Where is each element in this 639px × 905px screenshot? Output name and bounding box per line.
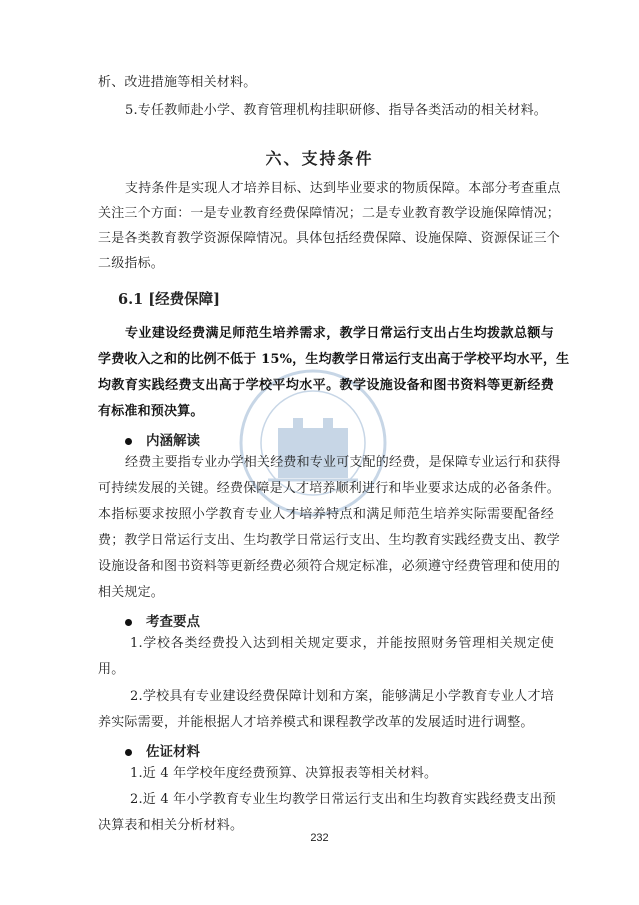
standard-line: 专业建设经费满足师范生培养需求，教学日常运行支出占生均拨款总额与	[125, 326, 554, 341]
text-line: 支持条件是实现人才培养目标、达到毕业要求的物质保障。本部分考查重点	[125, 181, 561, 196]
text-line: 1.近 4 年学校年度经费预算、决算报表等相关材料。	[130, 766, 438, 781]
text-line: 决算表和相关分析材料。	[98, 818, 244, 833]
text-line: 费；教学日常运行支出、生均教学日常运行支出、生均教育实践经费支出、教学	[98, 533, 561, 548]
text-line: 三是各类教育教学资源保障情况。具体包括经费保障、设施保障、资源保证三个	[98, 231, 561, 246]
text-line: 二级指标。	[98, 256, 165, 271]
text-line: 5.专任教师赴小学、教育管理机构挂职研修、指导各类活动的相关材料。	[125, 103, 548, 118]
page-number: 232	[310, 832, 329, 844]
text-line: 关注三个方面：一是专业教育经费保障情况；二是专业教育教学设施保障情况；	[98, 206, 561, 221]
text-line: 用。	[98, 662, 125, 677]
text-line: 相关规定。	[98, 585, 165, 600]
bullet-heading	[125, 740, 200, 760]
bullet-heading-label: 佐证材料	[146, 744, 200, 760]
bullet-heading	[125, 429, 200, 449]
bullet-dot-icon	[125, 438, 132, 445]
bullet-heading-label: 考查要点	[146, 614, 200, 630]
text-line: 本指标要求按照小学教育专业人才培养特点和满足师范生培养实际需要配备经	[98, 507, 554, 522]
text-line: 1.学校各类经费投入达到相关规定要求，并能按照财务管理相关规定使	[130, 636, 554, 651]
subsection-title: 6.1 [经费保障]	[118, 291, 220, 308]
standard-line: 学费收入之和的比例不低于 15%，生均教学日常运行支出高于学校平均水平，生	[98, 352, 570, 367]
bullet-dot-icon	[125, 749, 132, 756]
section-title: 六、支持条件	[265, 149, 374, 168]
text-line: 2.近 4 年小学教育专业生均教学日常运行支出和生均教育实践经费支出预	[130, 792, 556, 807]
text-line: 2.学校具有专业建设经费保障计划和方案，能够满足小学教育专业人才培	[130, 689, 554, 704]
standard-line: 均教育实践经费支出高于学校平均水平。教学设施设备和图书资料等更新经费	[98, 378, 554, 393]
bullet-heading-label: 内涵解读	[146, 433, 200, 449]
bullet-heading	[125, 610, 200, 630]
text-line: 养实际需要，并能根据人才培养模式和课程教学改革的发展适时进行调整。	[98, 715, 534, 730]
standard-line: 有标准和预决算。	[98, 404, 204, 419]
text-line: 经费主要指专业办学相关经费和专业可支配的经费，是保障专业运行和获得	[125, 455, 561, 470]
text-line: 可持续发展的关键。经费保障是人才培养顺利进行和毕业要求达成的必备条件。	[98, 481, 561, 496]
bullet-dot-icon	[125, 619, 132, 626]
text-line: 析、改进措施等相关材料。	[98, 75, 257, 90]
text-line: 设施设备和图书资料等更新经费必须符合规定标准，必须遵守经费管理和使用的	[98, 559, 561, 574]
